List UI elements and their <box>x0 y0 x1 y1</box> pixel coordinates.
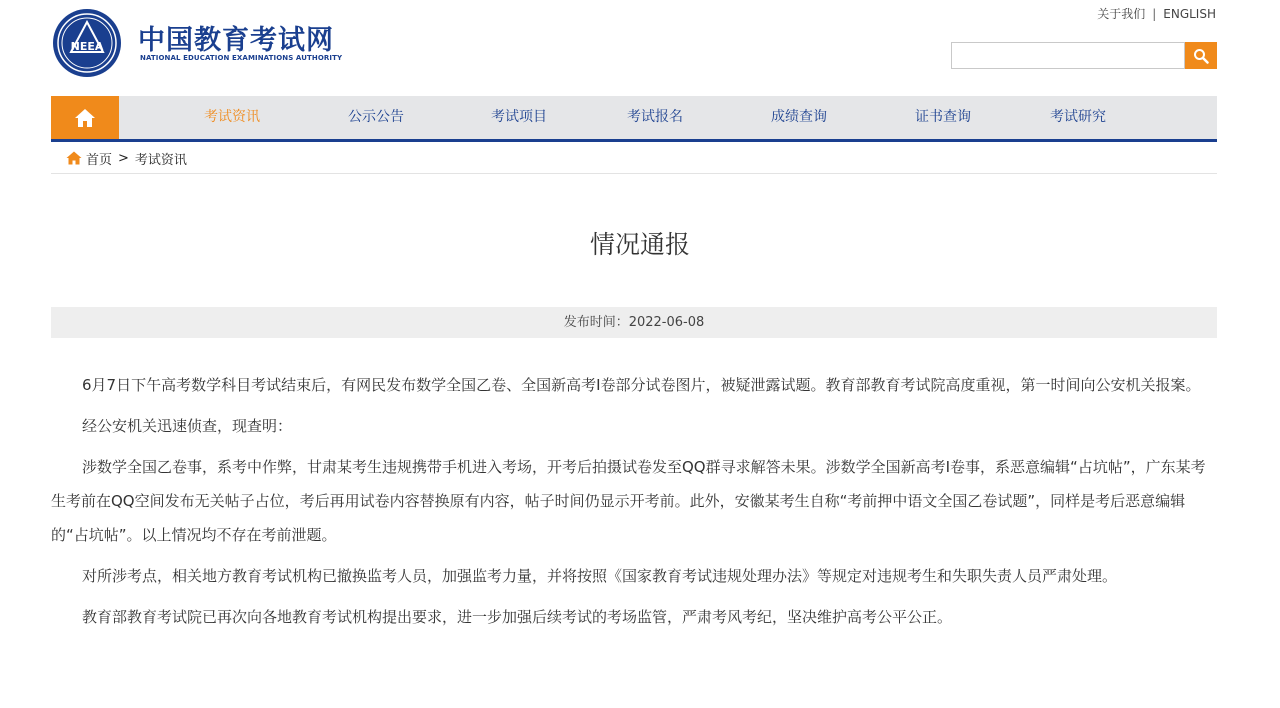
nav-item-certificate-query[interactable]: 证书查询 <box>915 109 971 125</box>
breadcrumb-current-link[interactable]: 考试资讯 <box>134 152 187 168</box>
main-nav <box>51 96 1217 142</box>
publish-date: 发布时间：2022-06-08 <box>51 307 1217 338</box>
site-header <box>0 0 1280 96</box>
search-icon <box>1193 48 1209 64</box>
site-name-cn[interactable]: 中国教育考试网 <box>138 25 334 56</box>
article-paragraph: 对所涉考点，相关地方教育考试机构已撤换监考人员，加强监考力量，并将按照《国家教育考试违规处理办法》等规定对违规考生和失职失责人员严肃处理。 <box>82 567 1118 585</box>
article-paragraph: 涉数学全国乙卷事，系考中作弊，甘肃某考生违规携带手机进入考场，开考后拍摄试卷发至QQ群寻求解答未果。涉数学全国新高考I卷事，系恶意编辑“占坑帖”，广东某考生考前在QQ空间发布无关帖子占位，考后再用试卷内容替换原有内容，帖子时间仍显示开考前。此外，安徽某考生自称“考前押中语文全国乙卷试题”，同样是考后恶意编辑的“占坑帖”。以上情况均不存在考前泄题。 <box>51 458 1206 544</box>
nav-item-score-query[interactable]: 成绩查询 <box>771 109 827 125</box>
article-title: 情况通报 <box>589 230 690 259</box>
breadcrumb-divider <box>51 173 1217 174</box>
article-body <box>51 368 1217 641</box>
article-paragraph: 6月7日下午高考数学科目考试结束后，有网民发布数学全国乙卷、全国新高考I卷部分试卷图片，被疑泄露试题。教育部教育考试院高度重视，第一时间向公安机关报案。 <box>82 376 1201 394</box>
nav-item-exam-news[interactable]: 考试资讯 <box>204 109 260 125</box>
breadcrumb-separator: > <box>118 150 129 166</box>
nav-item-registration[interactable]: 考试报名 <box>627 109 683 125</box>
home-icon <box>74 108 96 128</box>
article-paragraph: 教育部教育考试院已再次向各地教育考试机构提出要求，进一步加强后续考试的考场监管，严肃考风考纪，坚决维护高考公平公正。 <box>82 608 953 626</box>
breadcrumb <box>66 148 187 168</box>
site-name-en: NATIONAL EDUCATION EXAMINATIONS AUTHORITY <box>140 54 343 62</box>
search-button[interactable] <box>1185 42 1217 69</box>
breadcrumb-home-icon <box>66 151 82 165</box>
about-us-link[interactable]: 关于我们 <box>1097 7 1146 21</box>
top-links-separator: | <box>1152 7 1157 21</box>
nav-home-button[interactable] <box>51 96 119 139</box>
nav-item-announcements[interactable]: 公示公告 <box>348 109 404 125</box>
article-paragraph: 经公安机关迅速侦查，现查明： <box>82 417 293 435</box>
neea-logo-emblem[interactable] <box>51 8 123 78</box>
english-link[interactable]: ENGLISH <box>1163 7 1216 21</box>
emblem-text: NEEA <box>70 40 104 53</box>
top-links <box>1097 5 1216 22</box>
breadcrumb-home-link[interactable]: 首页 <box>86 152 113 168</box>
nav-item-exam-programs[interactable]: 考试项目 <box>491 109 547 125</box>
nav-item-exam-research[interactable]: 考试研究 <box>1050 109 1106 125</box>
search-input[interactable] <box>951 42 1185 69</box>
